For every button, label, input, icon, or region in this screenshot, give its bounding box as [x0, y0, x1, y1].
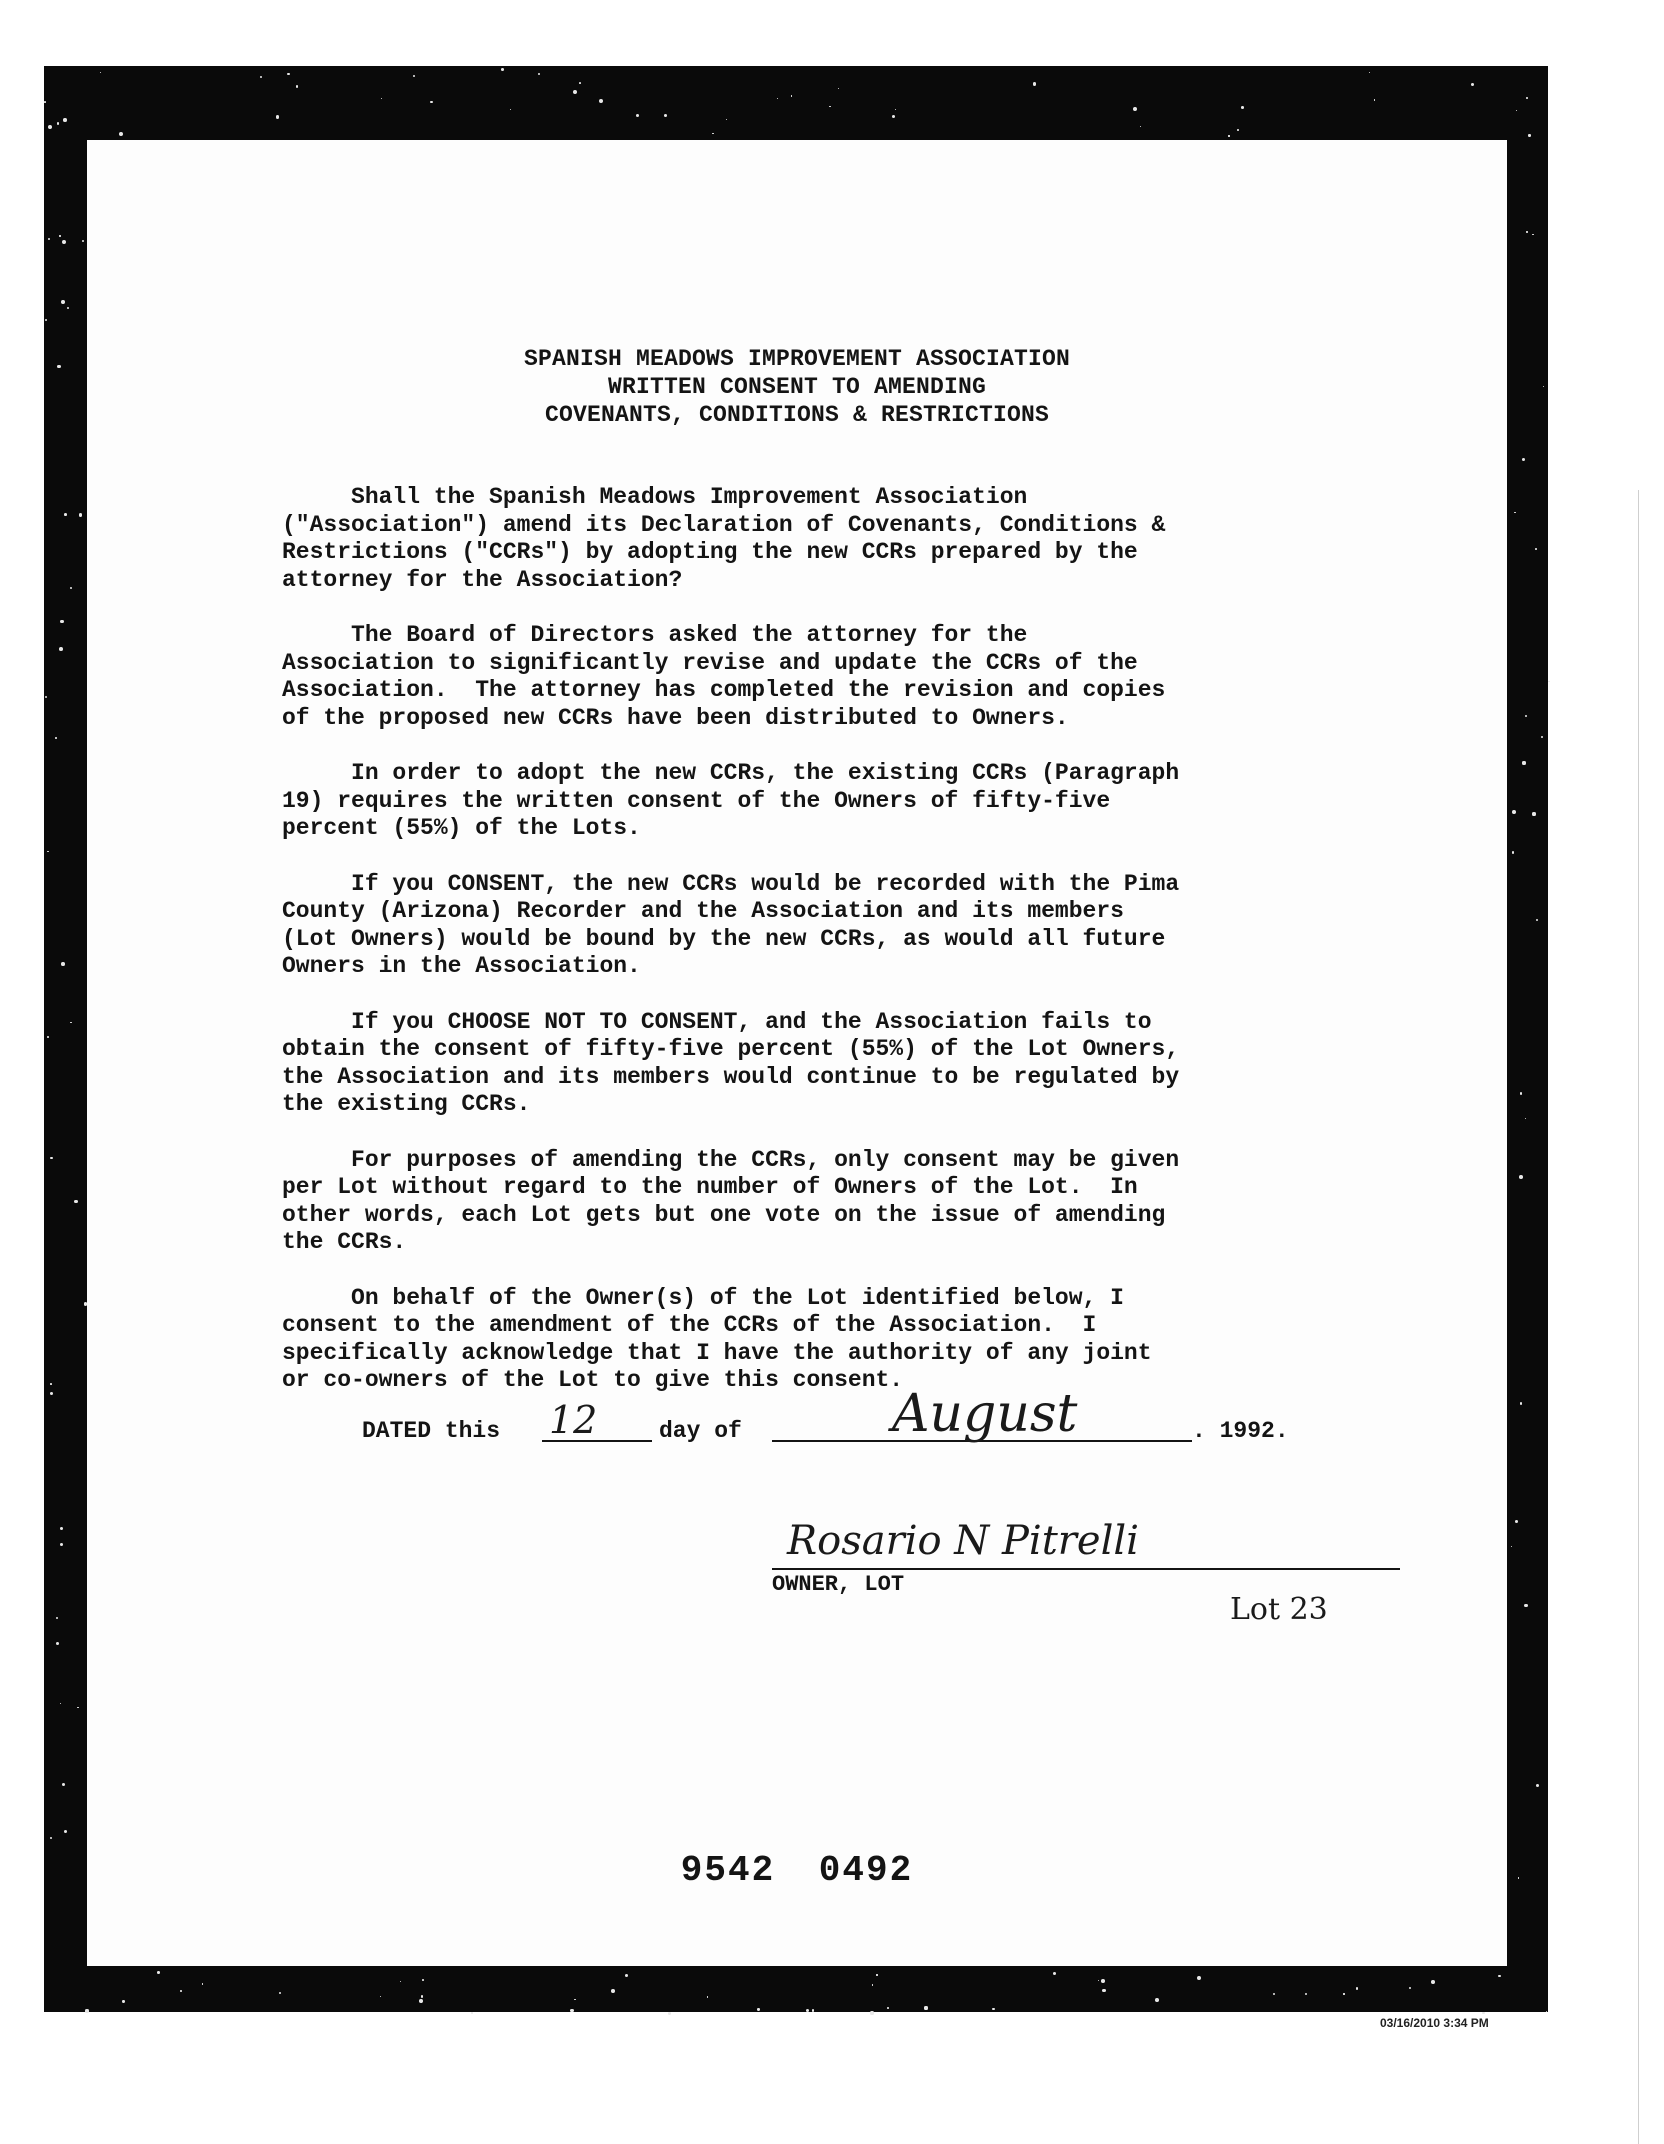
scan-speck — [1524, 1604, 1527, 1607]
paragraph-line: the CCRs. — [282, 1229, 407, 1255]
paragraph-line: Association to significantly revise and update the CCRs of the — [282, 649, 1138, 676]
scan-speck — [1305, 1993, 1307, 1995]
scan-speck — [611, 1989, 615, 1993]
scan-speck — [45, 696, 47, 698]
scan-speck — [47, 851, 48, 852]
scan-speck — [50, 1157, 52, 1159]
paragraph-board — [282, 622, 1482, 732]
scan-speck — [61, 962, 65, 966]
scan-speck — [1374, 99, 1376, 101]
scan-speck — [812, 2009, 815, 2012]
scan-speck — [1520, 1092, 1523, 1095]
handwritten-month: August — [892, 1384, 1078, 1444]
scan-speck — [1369, 72, 1370, 73]
scan-speck — [1520, 1402, 1523, 1405]
scan-speck — [573, 90, 577, 94]
scan-speck — [1543, 386, 1544, 387]
scan-speck — [57, 122, 59, 124]
scan-speck — [1133, 107, 1137, 111]
scan-speck — [296, 85, 298, 87]
scan-speck — [1511, 1546, 1513, 1548]
scan-speck — [48, 238, 50, 240]
scan-speck — [63, 118, 67, 122]
paragraph-line: or co-owners of the Lot to give this consent. — [282, 1367, 904, 1393]
scan-speck — [1343, 1993, 1344, 1994]
scan-speck — [1471, 83, 1474, 86]
scan-speck — [180, 1990, 182, 1992]
scan-speck — [1525, 1118, 1526, 1119]
paragraph-line: County (Arizona) Recorder and the Association and its members — [282, 898, 1124, 924]
scan-speck — [1197, 1976, 1201, 1980]
scan-speck — [157, 1971, 160, 1974]
scan-speck — [924, 2006, 927, 2009]
scan-speck — [64, 1830, 67, 1833]
scan-speck — [1498, 1975, 1500, 1977]
scan-speck — [895, 109, 896, 110]
scan-speck — [1522, 458, 1525, 461]
paragraph-line: The Board of Directors asked the attorney for the — [282, 622, 1028, 648]
scan-speck — [1516, 110, 1518, 112]
scan-speck — [61, 300, 65, 304]
paragraph-line: If you CONSENT, the new CCRs would be recorded with the Pima — [282, 870, 1180, 897]
scan-speck — [1053, 1972, 1057, 1976]
scan-speck — [1519, 1175, 1523, 1179]
scan-speck — [85, 2009, 88, 2012]
scan-speck — [100, 72, 101, 73]
paragraph-acknowledgement — [282, 1285, 1482, 1395]
scan-speck — [1228, 135, 1229, 136]
scan-speck — [60, 1543, 63, 1546]
scan-speck — [1237, 129, 1239, 131]
document-page — [87, 140, 1507, 1966]
dated-prefix: DATED this — [362, 1418, 501, 1444]
scan-speck — [1512, 810, 1516, 814]
handwritten-day: 12 — [549, 1398, 598, 1442]
scan-speck — [1528, 134, 1530, 136]
scan-speck — [59, 235, 60, 236]
scan-speck — [636, 114, 639, 117]
paragraph-line: Association. The attorney has completed the revision and copies — [282, 677, 1166, 703]
scan-speck — [60, 1527, 63, 1530]
paragraph-line: Restrictions ("CCRs") by adopting the new CCRs prepared by the — [282, 539, 1138, 565]
scan-speck — [276, 115, 279, 118]
scan-speck — [806, 2009, 810, 2013]
scan-speck — [1535, 548, 1537, 550]
scan-speck — [707, 1996, 708, 1997]
owner-signature: Rosario N Pitrelli — [787, 1518, 1139, 1564]
scan-speck — [1431, 1980, 1435, 1984]
scan-speck — [872, 1984, 874, 1986]
scan-speck — [260, 76, 262, 78]
scan-speck — [50, 1837, 53, 1840]
heading-line: SPANISH MEADOWS IMPROVEMENT ASSOCIATION — [523, 346, 1071, 372]
scan-speck — [579, 82, 581, 84]
scan-speck — [887, 2007, 889, 2009]
scan-speck — [668, 2012, 671, 2015]
scan-speck — [1409, 1987, 1411, 1989]
scan-speck — [1512, 851, 1515, 854]
scan-speck — [381, 98, 382, 99]
scan-speck — [1526, 231, 1527, 232]
scan-speck — [1548, 681, 1550, 683]
scan-speck — [664, 114, 667, 117]
paragraph-line: consent to the amendment of the CCRs of the Association. I — [282, 1312, 1097, 1338]
scan-speck — [59, 647, 63, 651]
paragraph-line: 19) requires the written consent of the Owners of fifty-five — [282, 787, 1111, 814]
scan-speck — [1532, 234, 1534, 236]
heading-line: COVENANTS, CONDITIONS & RESTRICTIONS — [544, 402, 1050, 428]
paragraph-line: ("Association") amend its Declaration of Covenants, Conditions & — [282, 511, 1166, 538]
scan-speck — [1101, 1979, 1105, 1983]
scan-speck — [279, 1992, 281, 1994]
owner-lot-label: OWNER, LOT — [772, 1572, 905, 1597]
scan-speck — [55, 737, 57, 739]
dated-suffix: . 1992. — [1192, 1418, 1289, 1444]
paragraph-line: Shall the Spanish Meadows Improvement Association — [282, 484, 1028, 510]
scan-speck — [1525, 715, 1527, 717]
scan-speck — [287, 73, 290, 76]
scan-speck — [510, 109, 511, 110]
scan-speck — [870, 2011, 873, 2014]
scan-speck — [625, 1974, 628, 1977]
paragraph-no-consent — [282, 1009, 1482, 1119]
margin-rule — [1638, 490, 1639, 2144]
scan-speck — [62, 1783, 65, 1786]
scan-speck — [992, 2008, 994, 2010]
scan-speck — [82, 240, 84, 242]
paragraph-line: For purposes of amending the CCRs, only consent may be given — [282, 1146, 1180, 1173]
scan-speck — [1536, 919, 1538, 921]
paragraph-line: specifically acknowledge that I have the authority of any joint — [282, 1339, 1152, 1366]
scan-speck — [471, 2012, 473, 2014]
paragraph-line: In order to adopt the new CCRs, the existing CCRs (Paragraph — [282, 760, 1180, 786]
print-timestamp: 03/16/2010 3:34 PM — [1380, 2016, 1489, 2030]
scan-speck — [574, 1999, 575, 2000]
scan-speck — [1541, 736, 1543, 738]
paragraph-line: If you CHOOSE NOT TO CONSENT, and the Association fails to — [282, 1008, 1152, 1035]
scan-speck — [50, 1383, 52, 1385]
scan-speck — [1522, 761, 1525, 764]
scan-speck — [74, 1200, 77, 1203]
scan-speck — [1482, 2012, 1484, 2014]
scan-speck — [1518, 1877, 1520, 1879]
scan-speck — [838, 88, 839, 89]
scan-speck — [1155, 1998, 1159, 2002]
scan-speck — [1140, 126, 1141, 127]
scan-speck — [119, 132, 123, 136]
scan-speck — [430, 101, 433, 104]
scan-speck — [757, 2008, 759, 2010]
scan-speck — [79, 513, 82, 516]
scan-speck — [892, 115, 895, 118]
scan-speck — [599, 99, 603, 103]
paragraph-line: of the proposed new CCRs have been distributed to Owners. — [282, 704, 1069, 731]
scan-speck — [422, 1979, 424, 1981]
handwritten-lot-number: Lot 23 — [1230, 1592, 1328, 1627]
scan-speck — [1536, 1784, 1539, 1787]
paragraph-consent — [282, 871, 1482, 981]
paragraph-line: the existing CCRs. — [282, 1091, 531, 1117]
scan-speck — [67, 307, 69, 309]
scan-speck — [501, 68, 504, 71]
paragraph-line: other words, each Lot gets but one vote on the issue of amending — [282, 1201, 1166, 1228]
paragraph-line: On behalf of the Owner(s) of the Lot identified below, I — [282, 1284, 1124, 1311]
scan-speck — [56, 1617, 58, 1619]
scan-speck — [77, 1707, 78, 1708]
paragraph-line: the Association and its members would continue to be regulated by — [282, 1063, 1180, 1090]
scan-speck — [1526, 97, 1528, 99]
scan-speck — [60, 620, 63, 623]
scan-speck — [202, 1983, 204, 1985]
scan-speck — [1102, 1989, 1105, 1992]
scan-speck — [791, 95, 793, 97]
scan-speck — [64, 513, 67, 516]
paragraph-line: percent (55%) of the Lots. — [282, 815, 641, 841]
paragraph-question — [282, 484, 1482, 594]
dated-middle: day of — [659, 1418, 742, 1444]
scan-speck — [538, 73, 540, 75]
scan-speck — [1098, 1980, 1099, 1981]
scan-speck — [60, 1703, 61, 1704]
scan-speck — [829, 106, 831, 108]
document-body — [282, 484, 1482, 1423]
signature-line — [772, 1568, 1400, 1570]
scan-speck — [1514, 512, 1516, 514]
scan-speck — [712, 133, 714, 135]
document-heading — [87, 345, 1507, 429]
scan-speck — [45, 319, 47, 321]
paragraph-line: per Lot without regard to the number of Owners of the Lot. In — [282, 1174, 1138, 1200]
scan-speck — [56, 1642, 59, 1645]
scan-speck — [876, 1974, 877, 1975]
scan-speck — [1515, 1520, 1518, 1523]
scan-speck — [47, 1036, 49, 1038]
scan-speck — [570, 2009, 574, 2013]
scan-speck — [70, 587, 72, 589]
heading-line: WRITTEN CONSENT TO AMENDING — [607, 374, 987, 400]
scan-speck — [1546, 2011, 1547, 2012]
scan-speck — [62, 240, 66, 244]
scan-speck — [122, 2000, 124, 2002]
scan-speck — [421, 1995, 424, 1998]
document-number: 9542 0492 — [680, 1850, 914, 1891]
paragraph-line: Owners in the Association. — [282, 953, 641, 979]
scan-speck — [70, 1022, 71, 1023]
paragraph-requirement — [282, 760, 1482, 843]
paragraph-voting — [282, 1147, 1482, 1257]
scan-speck — [57, 365, 60, 368]
scan-speck — [1273, 1993, 1276, 1996]
paragraph-line: (Lot Owners) would be bound by the new CCRs, as would all future — [282, 925, 1166, 952]
scan-speck — [380, 1996, 381, 1997]
scan-speck — [1356, 1987, 1358, 1989]
scan-speck — [413, 75, 415, 77]
scan-speck — [1033, 82, 1036, 85]
scan-speck — [726, 119, 727, 120]
paragraph-line: attorney for the Association? — [282, 566, 683, 593]
scan-speck — [777, 98, 778, 99]
scan-speck — [50, 1392, 53, 1395]
paragraph-line: obtain the consent of fifty-five percent (55%) of the Lot Owners, — [282, 1036, 1180, 1062]
scan-speck — [1241, 106, 1244, 109]
scan-speck — [1532, 812, 1535, 815]
scan-speck — [44, 101, 46, 103]
scan-speck — [48, 125, 52, 129]
scan-speck — [400, 1981, 401, 1982]
